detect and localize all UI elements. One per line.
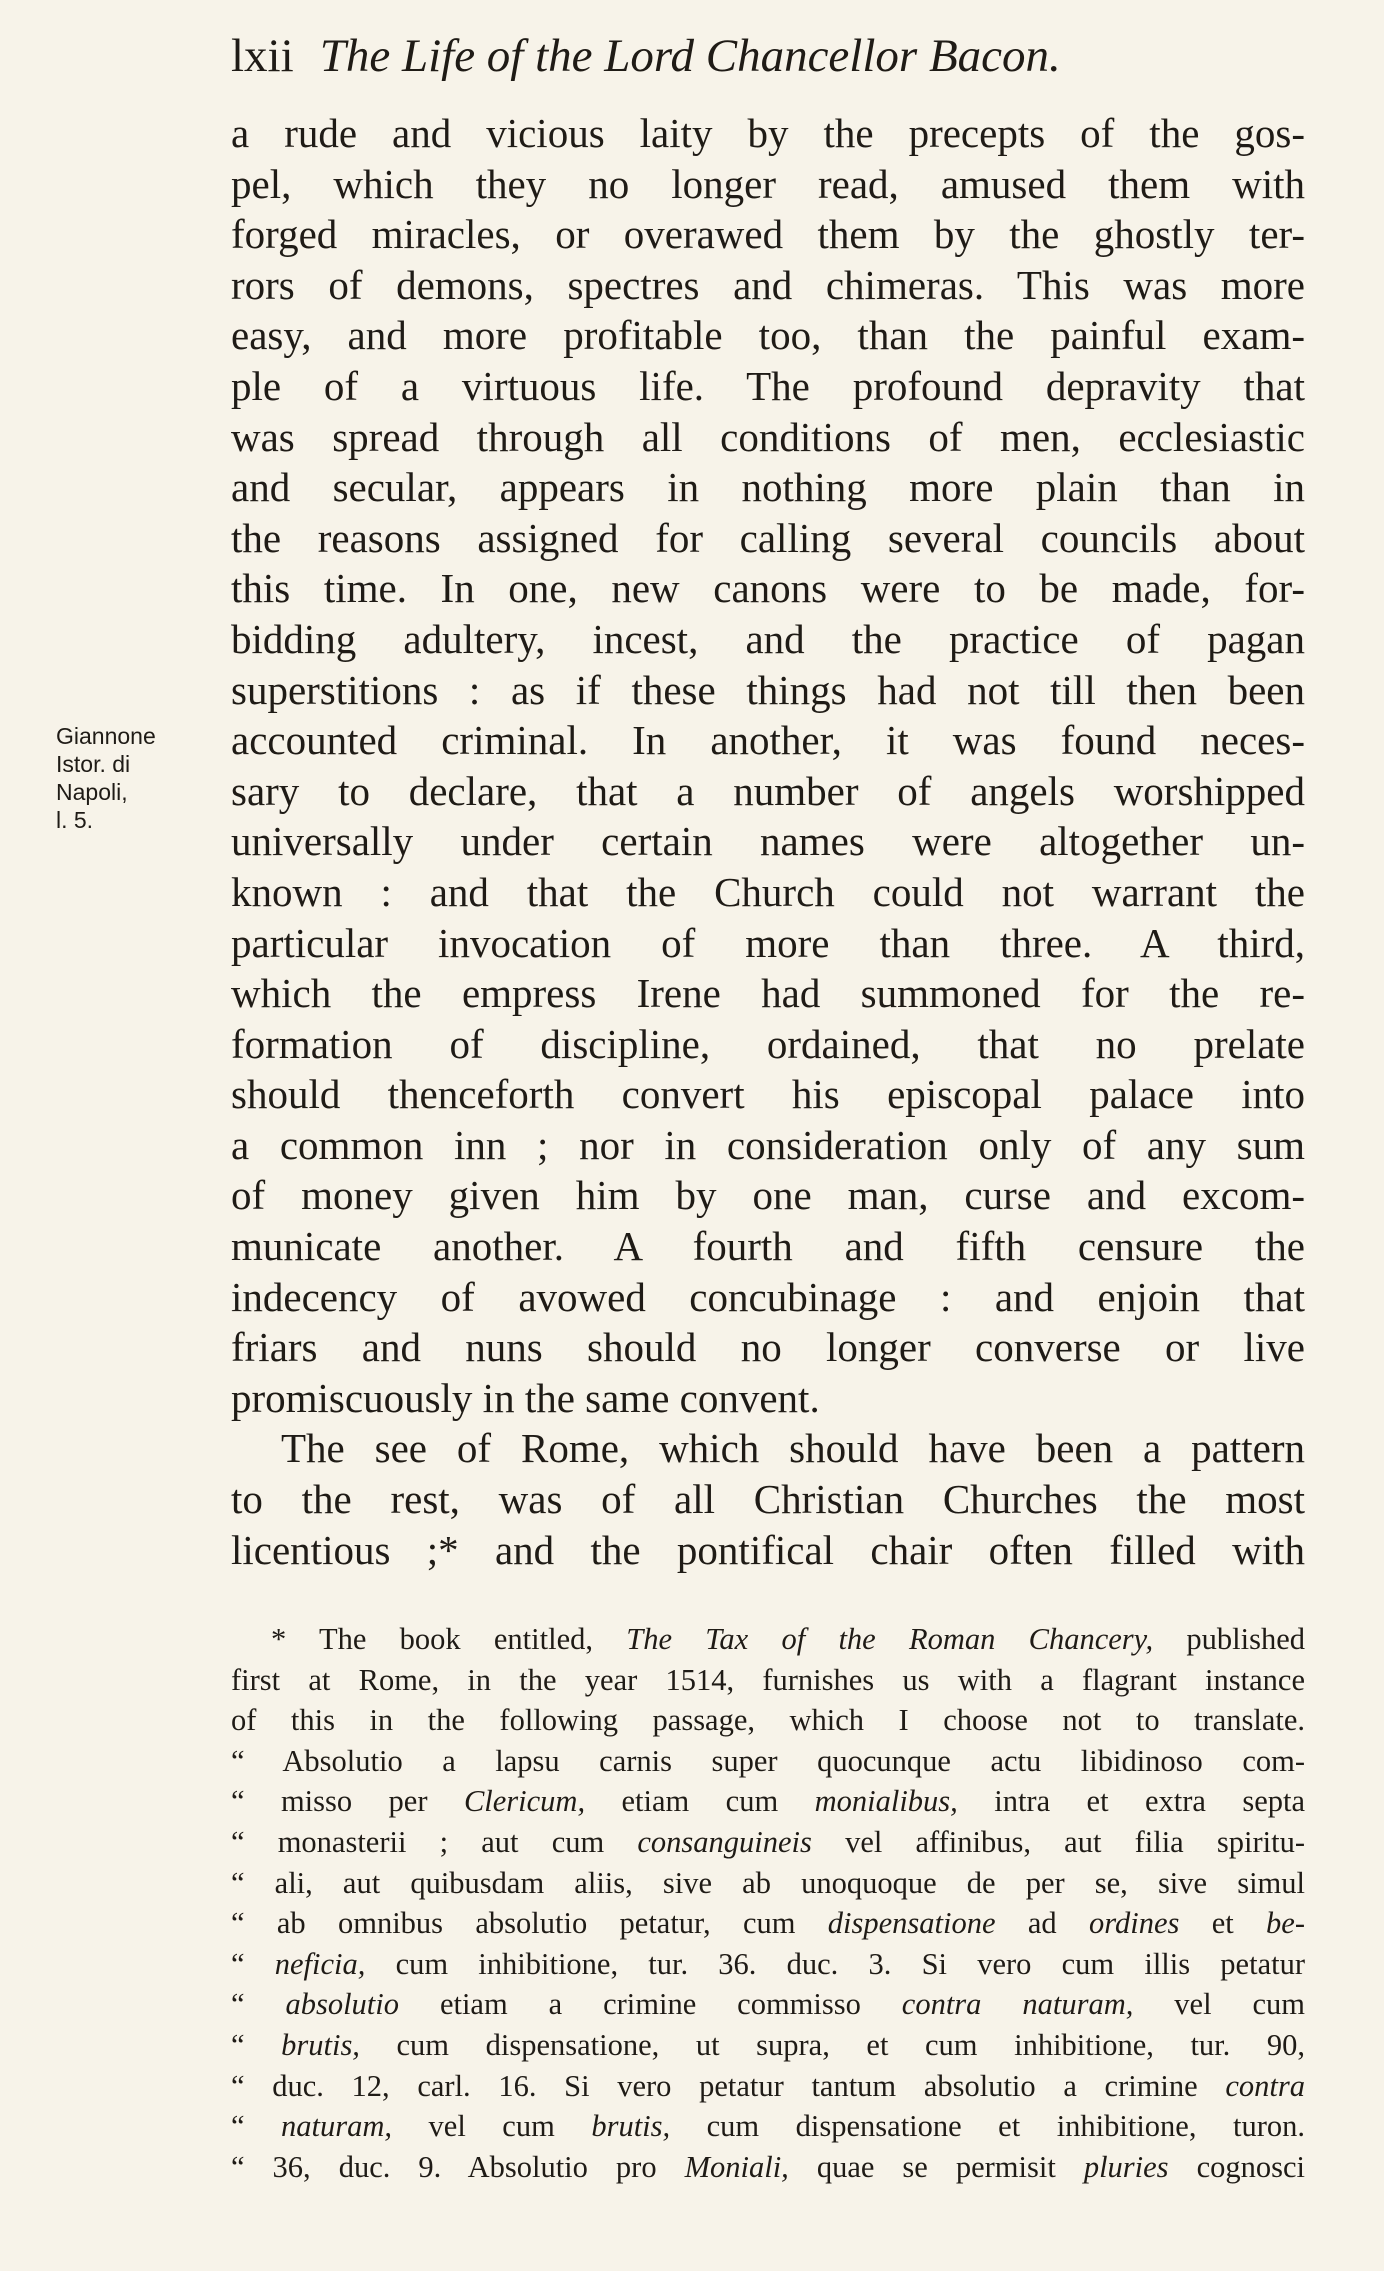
footnote-line [231,1781,1305,1822]
footnote-italic: brutis, [281,2027,360,2062]
footnote-italic: dispensatione [827,1906,996,1941]
body-line: a common inn ; nor in consideration only of any sum [231,1121,1305,1168]
footnote-text: vel cum [1133,1987,1305,2022]
body-line: bidding adultery, incest, and the practice of pagan [231,615,1305,662]
margin-note [56,722,206,834]
running-title: The Life of the Lord Chancellor Bacon. [319,30,1061,82]
footnote-line: “ ali, aut quibusdam aliis, sive ab unoquoque de per se, sive simul [231,1865,1305,1900]
footnote-text: etiam cum [585,1784,815,1819]
body-line: universally under certain names were altogether un- [231,818,1305,865]
footnote-text: published [1153,1622,1305,1656]
footnote-text: quae se permisit [788,2149,1084,2184]
body-line: The see of Rome, which should have been a pattern [281,1425,1305,1472]
footnote-text: vel affinibus, aut filia spiritu- [811,1824,1305,1859]
body-line: friars and nuns should no longer converse or live [231,1324,1305,1371]
footnote-text: “ 36, duc. 9. Absolutio pro [231,2149,685,2184]
body-line: was spread through all conditions of men, ecclesiastic [231,413,1305,460]
footnote-italic: The Tax of the Roman Chancery, [626,1622,1154,1656]
body-line: indecency of avowed concubinage : and enjoin that [231,1273,1305,1320]
footnote-italic: pluries [1083,2149,1169,2184]
footnote-text: “ ab omnibus absolutio petatur, cum [231,1906,828,1941]
footnote-line [231,1984,1305,2025]
body-line: should thenceforth convert his episcopal palace into [231,1071,1305,1118]
body-line: formation of discipline, ordained, that no prelate [231,1020,1305,1067]
footnote-italic: ordines [1089,1906,1180,1941]
footnote-text: “ duc. 12, carl. 16. Si vero petatur tantum absolutio a crimine [231,2068,1226,2103]
body-line: promiscuously in the same convent. [231,1374,820,1421]
footnote-italic: contra naturam, [901,1987,1134,2022]
body-line: superstitions : as if these things had not till then been [231,666,1305,713]
footnote-italic: brutis, [591,2109,671,2144]
footnote-text: ad [995,1906,1089,1941]
footnote-italic: monialibus, [814,1784,958,1819]
footnote-italic: naturam, [281,2109,393,2144]
margin-note-line: l. 5. [56,807,94,833]
footnote-text: vel cum [392,2109,592,2144]
body-text [231,108,1305,1575]
body-line: easy, and more profitable too, than the painful exam- [231,312,1305,359]
body-line: sary to declare, that a number of angels worshipped [231,767,1305,814]
body-line: particular invocation of more than three. A third, [231,919,1305,966]
footnote-line [231,2066,1305,2107]
footnote-text: intra et extra septa [957,1784,1305,1819]
body-line: the reasons assigned for calling several councils about [231,514,1305,561]
body-line: forged miracles, or overawed them by the ghostly ter- [231,211,1305,258]
footnote-text: “ monasterii ; aut cum [231,1824,638,1859]
footnote-italic: be- [1266,1906,1305,1941]
body-line: pel, which they no longer read, amused them with [231,160,1305,207]
footnote-text: “ misso per [231,1784,464,1819]
body-line: of money given him by one man, curse and excom- [231,1172,1305,1219]
footnote-text: cum dispensatione, ut supra, et cum inhibitione, tur. 90, [359,2027,1305,2062]
footnote-line: of this in the following passage, which I choose not to translate. [231,1703,1305,1738]
body-line: known : and that the Church could not warrant the [231,868,1305,915]
body-line: a rude and vicious laity by the precepts of the gos- [231,110,1305,156]
body-line: to the rest, was of all Christian Churches the most [231,1476,1305,1523]
margin-note-line: Napoli, [56,779,128,805]
body-line: which the empress Irene had summoned for the re- [231,970,1305,1017]
footnote-line [231,1944,1305,1985]
footnote-line [231,1903,1305,1944]
footnote-line [231,2025,1305,2066]
footnote-line [231,1822,1305,1863]
footnote-italic: Clericum, [463,1784,586,1819]
footnote-line [231,2106,1305,2147]
footnote-text: “ [231,1987,286,2022]
body-line: and secular, appears in nothing more plain than in [231,464,1305,511]
body-line: licentious ;* and the pontifical chair often filled with [231,1526,1305,1573]
footnote-text: “ [231,2027,282,2062]
footnote-line [231,2147,1305,2188]
running-header [231,26,1311,86]
footnote-line: first at Rome, in the year 1514, furnishes us with a flagrant instance [231,1662,1305,1697]
body-line: this time. In one, new canons were to be made, for- [231,565,1305,612]
footnote-italic: absolutio [285,1987,400,2022]
footnote-italic: neficia, [274,1946,366,1981]
footnote-text: * The book entitled, [271,1622,627,1656]
body-line: accounted criminal. In another, it was found neces- [231,717,1305,764]
footnote [231,1619,1305,2187]
margin-note-line: Giannone [56,723,156,749]
body-line: rors of demons, spectres and chimeras. This was more [231,261,1305,308]
body-line: ple of a virtuous life. The profound depravity that [231,362,1305,409]
footnote-text: cognosci [1168,2149,1305,2184]
footnote-text: etiam a crimine commisso [399,1987,902,2022]
footnote-italic: consanguineis [637,1824,812,1859]
footnote-italic: contra [1225,2068,1305,2103]
footnote-text: cum inhibitione, tur. 36. duc. 3. Si vero cum illis petatur [365,1946,1305,1981]
body-line: municate another. A fourth and fifth censure the [231,1223,1305,1270]
footnote-text: “ [231,2109,282,2144]
footnote-line [231,1619,1305,1660]
footnote-text: “ [231,1946,275,1981]
footnote-text: et [1179,1906,1267,1941]
footnote-line: “ Absolutio a lapsu carnis super quocunque actu libidinoso com- [231,1743,1305,1778]
margin-note-line: Istor. di [56,751,131,777]
page-number: lxii [231,30,294,82]
footnote-italic: Moniali, [684,2149,789,2184]
footnote-text: cum dispensatione et inhibitione, turon. [670,2109,1305,2144]
